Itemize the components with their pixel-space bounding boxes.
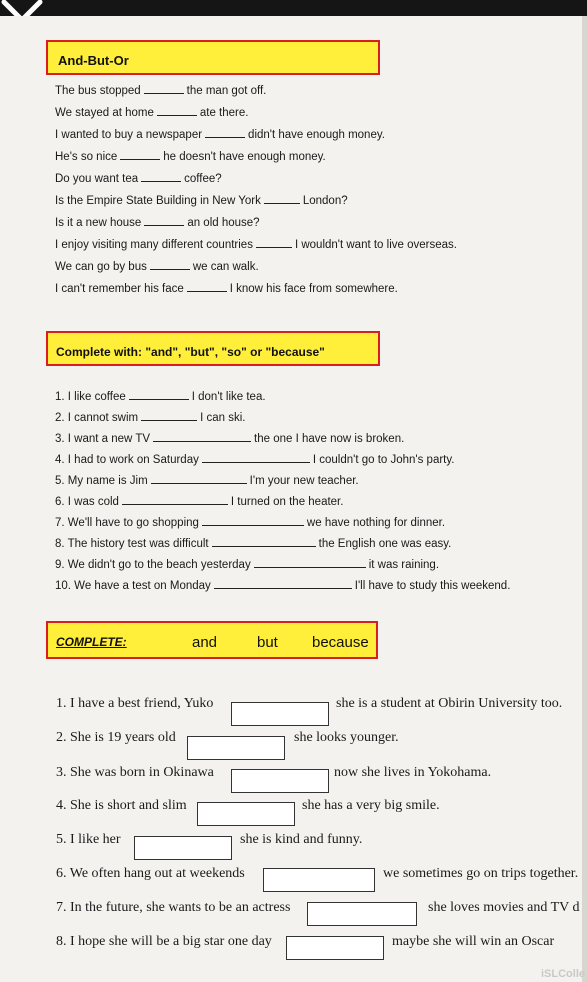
- blank: [150, 260, 190, 270]
- s3-after: she loves movies and TV d: [428, 900, 580, 915]
- blank: [144, 216, 184, 226]
- text: I couldn't go to John's party.: [312, 454, 455, 466]
- blank: [141, 411, 197, 421]
- s3-before: 1. I have a best friend, Yuko: [56, 696, 214, 711]
- text: I wanted to buy a newspaper: [55, 129, 203, 141]
- s3-after: she has a very big smile.: [302, 798, 440, 813]
- text: coffee?: [184, 173, 222, 185]
- s1-line: [55, 128, 385, 141]
- blank: [202, 516, 304, 526]
- answer-box[interactable]: [197, 802, 295, 826]
- answer-box[interactable]: [187, 736, 285, 760]
- text: 9. We didn't go to the beach yesterday: [55, 559, 251, 571]
- text: 1. I like coffee: [55, 391, 126, 403]
- text: I wouldn't want to live overseas.: [294, 239, 457, 251]
- section1-title: And-But-Or: [46, 40, 380, 75]
- answer-box[interactable]: [307, 902, 417, 926]
- s1-line: [55, 260, 259, 273]
- blank: [120, 150, 160, 160]
- s2-line: [55, 495, 343, 508]
- s2-line: [55, 390, 266, 403]
- text: Is it a new house: [55, 217, 142, 229]
- text: 4. I had to work on Saturday: [55, 454, 199, 466]
- text: 3. I want a new TV: [55, 433, 151, 445]
- text: Do you want tea: [55, 173, 139, 185]
- s2-line: [55, 579, 510, 592]
- text: an old house?: [187, 217, 260, 229]
- text: we can walk.: [192, 261, 259, 273]
- text: we have nothing for dinner.: [306, 517, 446, 529]
- watermark: iSLColle: [540, 968, 585, 980]
- blank: [141, 172, 181, 182]
- s3-after: she is a student at Obirin University too.: [336, 696, 563, 711]
- page-edge: [582, 16, 587, 982]
- s3-before: 3. She was born in Okinawa: [56, 765, 214, 780]
- s3-before: 2. She is 19 years old: [56, 730, 176, 745]
- section3-title: COMPLETE:: [56, 635, 127, 649]
- answer-box[interactable]: [134, 836, 232, 860]
- text: He's so nice: [55, 151, 118, 163]
- section2-title: Complete with: "and", "but", "so" or "because": [46, 331, 380, 366]
- text: 7. We'll have to go shopping: [55, 517, 199, 529]
- text: I can't remember his face: [55, 283, 184, 295]
- section3-title-box: [46, 621, 378, 659]
- s1-line: [55, 84, 266, 97]
- blank: [129, 390, 189, 400]
- text: I can ski.: [200, 412, 246, 424]
- text: the English one was easy.: [318, 538, 452, 550]
- text: I'm your new teacher.: [249, 475, 359, 487]
- text: I enjoy visiting many different countries: [55, 239, 253, 251]
- s1-line: [55, 282, 398, 295]
- text: I know his face from somewhere.: [229, 283, 398, 295]
- s2-line: [55, 432, 404, 445]
- blank: [256, 238, 292, 248]
- s3-before: 7. In the future, she wants to be an actress: [56, 900, 291, 915]
- text: I'll have to study this weekend.: [354, 580, 511, 592]
- blank: [144, 84, 184, 94]
- blank: [214, 579, 352, 589]
- s2-line: [55, 516, 445, 529]
- answer-box[interactable]: [231, 769, 329, 793]
- choice-but: but: [257, 634, 278, 651]
- text: the man got off.: [186, 85, 267, 97]
- answer-box[interactable]: [263, 868, 375, 892]
- s2-line: [55, 474, 359, 487]
- text: 10. We have a test on Monday: [55, 580, 211, 592]
- text: he doesn't have enough money.: [163, 151, 326, 163]
- s2-line: [55, 453, 454, 466]
- text: didn't have enough money.: [248, 129, 385, 141]
- blank: [153, 432, 251, 442]
- text: the one I have now is broken.: [254, 433, 405, 445]
- answer-box[interactable]: [231, 702, 329, 726]
- text: Is the Empire State Building in New York: [55, 195, 261, 207]
- text: ate there.: [199, 107, 249, 119]
- text: We can go by bus: [55, 261, 147, 273]
- blank: [187, 282, 227, 292]
- choice-because: because: [312, 634, 369, 651]
- blank: [254, 558, 366, 568]
- s3-before: 8. I hope she will be a big star one day: [56, 934, 272, 949]
- blank: [212, 537, 316, 547]
- blank: [122, 495, 228, 505]
- text: 2. I cannot swim: [55, 412, 139, 424]
- s3-before: 5. I like her: [56, 832, 121, 847]
- s2-line: [55, 537, 451, 550]
- text: it was raining.: [368, 559, 440, 571]
- s3-before: 6. We often hang out at weekends: [56, 866, 245, 881]
- text: 8. The history test was difficult: [55, 538, 209, 550]
- blank: [151, 474, 247, 484]
- text: 6. I was cold: [55, 496, 119, 508]
- blank: [202, 453, 310, 463]
- s2-line: [55, 558, 439, 571]
- s3-after: now she lives in Yokohama.: [334, 765, 492, 780]
- answer-box[interactable]: [286, 936, 384, 960]
- text: London?: [302, 195, 348, 207]
- text: We stayed at home: [55, 107, 154, 119]
- choice-and: and: [192, 634, 218, 651]
- blank: [264, 194, 300, 204]
- text: The bus stopped: [55, 85, 141, 97]
- s3-after: she is kind and funny.: [240, 832, 363, 847]
- s1-line: [55, 194, 348, 207]
- text: I don't like tea.: [191, 391, 266, 403]
- blank: [205, 128, 245, 138]
- text: I turned on the heater.: [230, 496, 344, 508]
- s1-line: [55, 150, 326, 163]
- s1-line: [55, 238, 457, 251]
- s1-line: [55, 172, 222, 185]
- s1-line: [55, 216, 260, 229]
- s3-after: she looks younger.: [294, 730, 399, 745]
- s3-before: 4. She is short and slim: [56, 798, 187, 813]
- text: 5. My name is Jim: [55, 475, 148, 487]
- s3-after: maybe she will win an Oscar: [392, 934, 555, 949]
- s3-after: we sometimes go on trips together.: [383, 866, 579, 881]
- s2-line: [55, 411, 245, 424]
- blank: [157, 106, 197, 116]
- s1-line: [55, 106, 248, 119]
- worksheet-page: [0, 16, 587, 982]
